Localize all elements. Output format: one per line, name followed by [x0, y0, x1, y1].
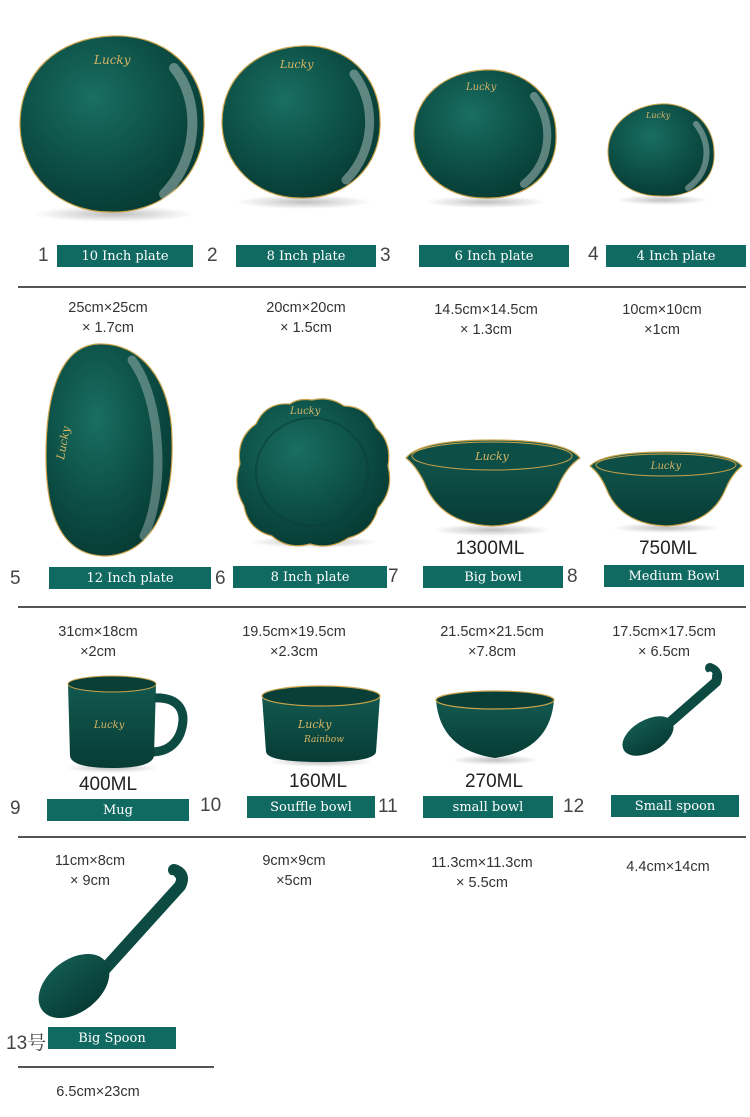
svg-text:Lucky: Lucky [298, 718, 332, 731]
small-bowl-image [430, 690, 560, 766]
item-capacity: 750ML [638, 538, 698, 559]
plate-8-inch-wavy-image [232, 394, 394, 550]
item-dimensions: 19.5cm×19.5cm ×2.3cm [242, 624, 346, 660]
item-dimensions: 4.4cm×14cm [626, 859, 710, 875]
item-label-6-inch-plate: 6 Inch plate [419, 245, 569, 267]
plate-8-inch-image [218, 40, 384, 212]
item-label-8-inch-plate-wavy: 8 Inch plate [233, 566, 387, 588]
item-number: 7 [388, 566, 399, 587]
item-dimensions: 17.5cm×17.5cm × 6.5cm [612, 624, 716, 660]
item-dimensions: 10cm×10cm ×1cm [622, 302, 702, 338]
mug-image [60, 672, 186, 774]
item-capacity: 160ML [288, 771, 348, 792]
item-number: 9 [10, 798, 21, 819]
item-label-small-bowl: small bowl [423, 796, 553, 818]
item-label-medium-bowl: Medium Bowl [604, 565, 744, 587]
item-number: 3 [380, 245, 391, 266]
item-number: 5 [10, 568, 21, 589]
plate-12-inch-oval-image [40, 340, 176, 562]
item-capacity: 400ML [78, 774, 138, 795]
item-number: 2 [207, 245, 218, 266]
svg-text:Lucky: Lucky [646, 111, 671, 120]
item-label-4-inch-plate: 4 Inch plate [606, 245, 746, 267]
divider [18, 286, 746, 288]
svg-text:Lucky: Lucky [94, 720, 125, 731]
item-number: 13号 [6, 1033, 47, 1054]
plate-10-inch-image [14, 28, 210, 224]
souffle-bowl-image [258, 682, 384, 768]
svg-text:Lucky: Lucky [94, 53, 131, 67]
item-number: 8 [567, 566, 578, 587]
plate-4-inch-image [604, 100, 718, 206]
svg-text:Lucky: Lucky [54, 425, 73, 461]
item-number: 4 [588, 244, 599, 265]
item-dimensions: 20cm×20cm × 1.5cm [266, 300, 346, 336]
svg-text:Lucky: Lucky [475, 450, 509, 463]
divider [18, 1066, 214, 1068]
svg-text:Lucky: Lucky [466, 82, 497, 93]
item-dimensions: 9cm×9cm ×5cm [262, 853, 326, 889]
item-label-12-inch-plate: 12 Inch plate [49, 567, 211, 589]
item-capacity: 1300ML [455, 538, 525, 559]
item-dimensions: 11cm×8cm × 9cm [54, 853, 126, 889]
medium-bowl-image [586, 450, 746, 534]
item-dimensions: 21.5cm×21.5cm ×7.8cm [440, 624, 544, 660]
item-label-big-spoon: Big Spoon [48, 1027, 176, 1049]
item-number: 6 [215, 568, 226, 589]
item-dimensions: 31cm×18cm ×2cm [58, 624, 138, 660]
item-label-big-bowl: Big bowl [423, 566, 563, 588]
svg-text:Lucky: Lucky [290, 406, 321, 417]
item-capacity: 270ML [464, 771, 524, 792]
svg-text:Lucky: Lucky [280, 58, 314, 71]
item-label-small-spoon: Small spoon [611, 795, 739, 817]
item-number: 1 [38, 245, 49, 266]
item-label-10-inch-plate: 10 Inch plate [57, 245, 193, 267]
item-label-mug: Mug [47, 799, 189, 821]
item-label-souffle-bowl: Souffle bowl [247, 796, 375, 818]
item-number: 11 [378, 796, 398, 817]
plate-6-inch-image [410, 64, 560, 210]
item-dimensions: 6.5cm×23cm [56, 1084, 140, 1100]
item-dimensions: 11.3cm×11.3cm × 5.5cm [431, 855, 533, 891]
divider [18, 606, 746, 608]
item-dimensions: 14.5cm×14.5cm × 1.3cm [434, 302, 538, 338]
big-spoon-image [30, 860, 190, 1022]
item-dimensions: 25cm×25cm × 1.7cm [68, 300, 148, 336]
big-bowl-image [400, 436, 584, 536]
item-label-8-inch-plate: 8 Inch plate [236, 245, 376, 267]
divider [18, 836, 746, 838]
item-number: 12 [563, 796, 585, 817]
svg-text:Rainbow: Rainbow [304, 735, 344, 745]
item-number: 10 [200, 795, 222, 816]
small-spoon-image [614, 662, 724, 756]
svg-text:Lucky: Lucky [650, 461, 682, 472]
